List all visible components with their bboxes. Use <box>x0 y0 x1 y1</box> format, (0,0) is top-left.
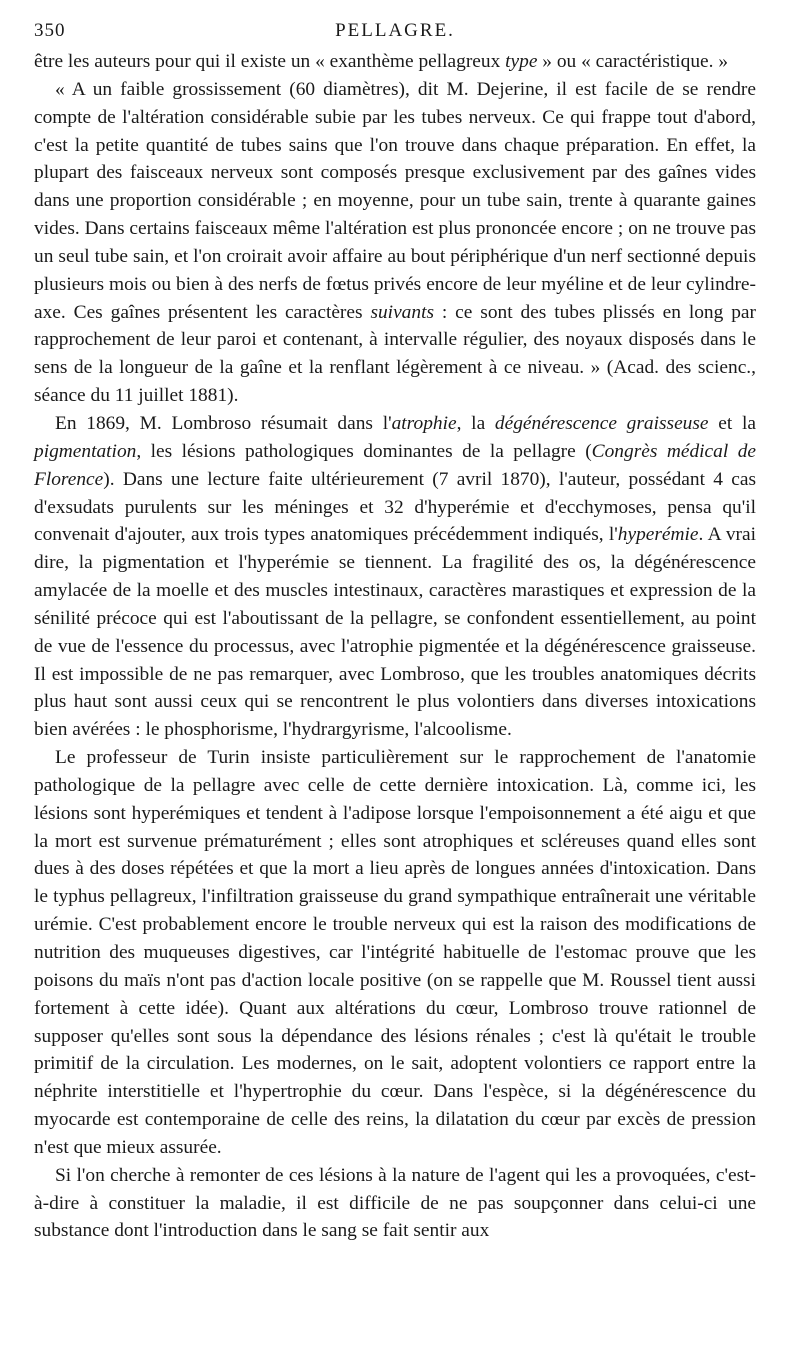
book-page <box>34 14 756 1245</box>
page-header <box>34 14 756 48</box>
paragraph-text: « A un faible grossissement (60 diamètres), dit M. Dejerine, il est facile de se rendre compte de l'altération considérable subie par les tubes nerveux. Ce qui frappe tout d'abord, c'est la petite quantité de tubes sains que l'on trouve dans chaque préparation. En effet, la plupart des faisceaux nerveux sont composés presque exclusivement par des gaînes vides dans une proportion considérable ; en moyenne, pour un tube sain, trente à quarante gaines vides. Dans certains faisceaux même l'altération est plus prononcée encore ; on ne trouve pas un seul tube sain, et l'on croirait avoir affaire au bout périphérique d'un nerf sectionné depuis plusieurs mois ou bien à des nerfs de fœtus privés encore de leur myéline et de leur cylindre-axe. Ces gaînes présentent les caractères <box>34 78 756 323</box>
body-text <box>34 48 756 1245</box>
paragraph-text: Le professeur de Turin insiste particulièrement sur le rapprochement de l'anatomie pathologique de la pellagre avec celle de cette dernière intoxication. Là, comme ici, les lésions sont hyperémiques et tendent à l'adipose lorsque l'empoisonnement a été aigu et que la mort est survenue prématurément ; elles sont atrophiques et scléreuses quand elles sont dues à des doses répétées et que la mort a lieu après de longues années d'intoxication. Dans le typhus pellagreux, l'infiltration graisseuse du grand sympathique entraînerait une véritable urémie. C'est probablement encore le trouble nerveux qui est la raison des modifications de nutrition des muqueuses digestives, car l'intégrité habituelle de l'estomac prouve que les poisons du maïs n'ont pas d'action locale positive (on se rappelle que M. Roussel tient aussi fortement à cette idée). Quant aux altérations du cœur, Lombroso trouve rationnel de supposer qu'elles sont sous la dépendance des lésions rénales ; c'est là qu'était le trouble primitif de la circulation. Les modernes, on le sait, adoptent volontiers ce rapport entre la néphrite interstitielle et l'hypertrophie du cœur. Dans l'espèce, si la dégénérescence du myocarde est contemporaine de celle des reins, la dilatation du cœur par excès de pression n'est que mieux assurée. <box>34 747 756 1158</box>
italic-term: Congrès médical de Florence <box>34 440 756 490</box>
paragraph-lombroso-1869 <box>34 410 756 744</box>
paragraph-text: être les auteurs pour qui il existe un « exanthème pellagreux <box>34 51 506 72</box>
italic-term: atrophie <box>391 412 457 434</box>
paragraph-text: Si l'on cherche à remonter de ces lésions à la nature de l'agent qui les a provoquées, c'est-à-dire à constituer la maladie, il est difficile de ne pas soupçonner dans celui-ci une substance dont l'introduction dans le sang se fait sentir aux <box>34 1164 756 1242</box>
italic-term: suivants <box>370 301 434 323</box>
paragraph-text: » ou « caractéristique. » <box>537 51 729 72</box>
paragraph-text: et la <box>708 412 757 434</box>
italic-term: dégénérescence graisseuse <box>494 412 709 434</box>
italic-term: hyperémie <box>617 524 699 546</box>
italic-term: type <box>505 51 538 72</box>
italic-term: pigmentation <box>34 440 137 462</box>
paragraph-continued <box>34 48 756 76</box>
running-title: PELLAGRE. <box>335 20 455 41</box>
paragraph-text: , la <box>456 412 495 434</box>
paragraph-text: . A vrai dire, la pigmentation et l'hyperémie se tiennent. La fragilité des os, la dégénérescence amylacée de la moelle et des muscles intestinaux, caractères marastiques et expression de la sénilité précoce qui est l'aboutissant de la pellagre, se confondent essentiellement, au point de vue de l'essence du processus, avec l'atrophie pigmentée et la dégénérescence graisseuse. Il est impossible de ne pas remarquer, avec Lombroso, que les troubles anatomiques décrits plus haut sont aussi ceux qui se rencontrent le plus volontiers dans diverses intoxications bien avérées : le phosphorisme, l'hydrargyrisme, l'alcoolisme. <box>34 524 756 741</box>
paragraph-text: En 1869, M. Lombroso résumait dans l' <box>55 412 392 434</box>
page-number: 350 <box>34 20 66 41</box>
paragraph-text: : ce sont des tubes plissés en long par rapprochement de leur paroi et contenant, à intervalle régulier, des noyaux disposés dans le sens de la longueur de la gaîne et la renflant légèrement à ce niveau. » (Acad. des scienc., séance du 11 juillet 1881). <box>34 301 756 407</box>
paragraph-text: ). Dans une lecture faite ultérieurement (7 avril 1870), l'auteur, possédant 4 cas d'exsudats purulents sur les méninges et 32 d'hyperémie et d'ecchymoses, pensa qu'il convenait d'ajouter, aux trois types anatomiques précédemment indiqués, l' <box>34 468 756 546</box>
paragraph-text: , les lésions pathologiques dominantes de la pellagre ( <box>136 440 592 462</box>
paragraph-dejerine-quote <box>34 76 756 410</box>
paragraph-agent-nature <box>34 1162 756 1246</box>
paragraph-turin-professor <box>34 744 756 1162</box>
